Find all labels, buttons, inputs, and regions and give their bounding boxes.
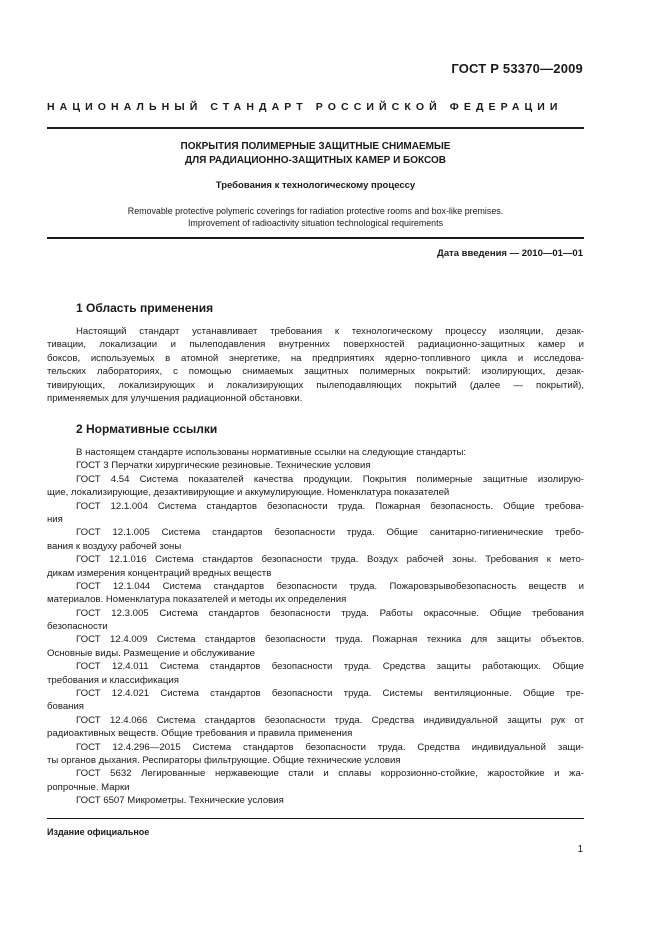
section-2-heading: 2 Нормативные ссылки — [76, 422, 218, 436]
text-line: требования и классификация — [47, 674, 179, 686]
text-line: Основные виды. Размещение и обслуживание — [47, 647, 256, 659]
reference-item: ГОСТ 12.1.016 Система стандартов безопасности труда. Воздух рабочей зоны. Требования к мето- — [76, 554, 584, 566]
text-line: В настоящем стандарте использованы нормативные ссылки на следующие стандарты: — [76, 447, 467, 458]
national-standard-banner: НАЦИОНАЛЬНЫЙ СТАНДАРТ РОССИЙСКОЙ ФЕДЕРАЦИИ — [47, 101, 563, 113]
introduction-date: Дата введения — 2010—01—01 — [437, 248, 583, 259]
reference-item: ГОСТ 6507 Микрометры. Технические условия — [76, 795, 284, 807]
document-title — [47, 140, 584, 167]
text-line: радиоактивных веществ. Общие требования и правила применения — [47, 728, 353, 740]
reference-item: ГОСТ 5632 Легированные нержавеющие стали и сплавы коррозионно-стойкие, жаростойкие и жа- — [76, 768, 584, 780]
text-line: применяемых для улучшения радиационной обстановки. — [47, 392, 303, 404]
reference-item: ГОСТ 12.3.005 Система стандартов безопасности труда. Работы окрасочные. Общие требования — [76, 607, 584, 619]
header-rule — [47, 127, 584, 129]
section-2-body — [47, 446, 584, 808]
text-line: вания к воздуху рабочей зоны — [47, 540, 182, 552]
text-line: тивирующих, локализирующих и локализирующих пылеподавляющих покрытий (далее — покрытий), — [47, 379, 584, 391]
document-subtitle: Требования к технологическому процессу — [215, 180, 416, 191]
text-line: щие, локализирующие, дезактивирующие и аккумулирующие. Номенклатура показателей — [47, 487, 450, 499]
english-title — [47, 206, 584, 229]
reference-item: ГОСТ 12.1.004 Система стандартов безопасности труда. Пожарная безопасность. Общие требова- — [76, 500, 584, 512]
text-line: материалов. Номенклатура показателей и методы их определения — [47, 594, 347, 606]
text-line: тельских лабораториях, с помощью снимаемых защитных полимерных покрытий: изолирующих, дезак- — [47, 366, 584, 378]
title-line-1: ПОКРЫТИЯ ПОЛИМЕРНЫЕ ЗАЩИТНЫЕ СНИМАЕМЫЕ — [180, 141, 451, 152]
page-number: 1 — [577, 844, 583, 855]
footer-rule — [47, 818, 584, 819]
text-line: тивации, локализации и пылеподавления внутренних поверхностей радиационно-защитных камер и — [47, 339, 584, 351]
reference-item: ГОСТ 12.1.044 Система стандартов безопасности труда. Пожаровзрывобезопасность веществ и — [76, 580, 584, 592]
reference-item: ГОСТ 4.54 Система показателей качества продукции. Покрытия полимерные защитные изолирую- — [76, 473, 584, 485]
official-edition-label: Издание официальное — [47, 827, 150, 837]
reference-item: ГОСТ 12.4.296—2015 Система стандартов безопасности труда. Средства индивидуальной защи- — [76, 741, 584, 753]
text-line: бования — [47, 701, 85, 713]
english-title-line-2: Improvement of radioactivity situation technological requirements — [187, 217, 444, 228]
title-line-2: ДЛЯ РАДИАЦИОННО-ЗАЩИТНЫХ КАМЕР И БОКСОВ — [185, 154, 446, 166]
text-line: боксов, используемых в атомной энергетике, на предприятиях ядерно-топливного цикла и исследова- — [47, 352, 584, 364]
reference-item: ГОСТ 3 Перчатки хирургические резиновые. Технические условия — [76, 460, 371, 472]
english-title-line-1: Removable protective polymeric coverings for radiation protective rooms and box-like premises. — [127, 206, 504, 216]
reference-item: ГОСТ 12.4.066 Система стандартов безопасности труда. Средства индивидуальной защиты рук от — [76, 714, 584, 726]
document-number: ГОСТ Р 53370—2009 — [451, 61, 583, 76]
text-line: ты органов дыхания. Респираторы фильтрующие. Общие технические условия — [47, 754, 401, 766]
section-1-heading: 1 Область применения — [76, 301, 214, 315]
reference-item: ГОСТ 12.4.009 Система стандартов безопасности труда. Пожарная техника для защиты объектов. — [76, 634, 584, 646]
text-line: ропрочные. Марки — [47, 781, 130, 793]
section-1-body — [47, 325, 584, 405]
text-line: безопасности — [47, 621, 108, 633]
title-rule — [47, 237, 584, 239]
text-line: дикам измерения концентраций вредных веществ — [47, 567, 272, 579]
reference-item: ГОСТ 12.4.021 Система стандартов безопасности труда. Системы вентиляционные. Общие тре- — [76, 688, 584, 700]
text-line: Настоящий стандарт устанавливает требования к технологическому процессу изоляции, дезак- — [76, 326, 584, 337]
reference-item: ГОСТ 12.4.011 Система стандартов безопасности труда. Средства защиты работающих. Общие — [76, 661, 584, 673]
text-line: ния — [47, 513, 63, 525]
reference-item: ГОСТ 12.1.005 Система стандартов безопасности труда. Общие санитарно-гигиенические требо- — [76, 527, 584, 539]
